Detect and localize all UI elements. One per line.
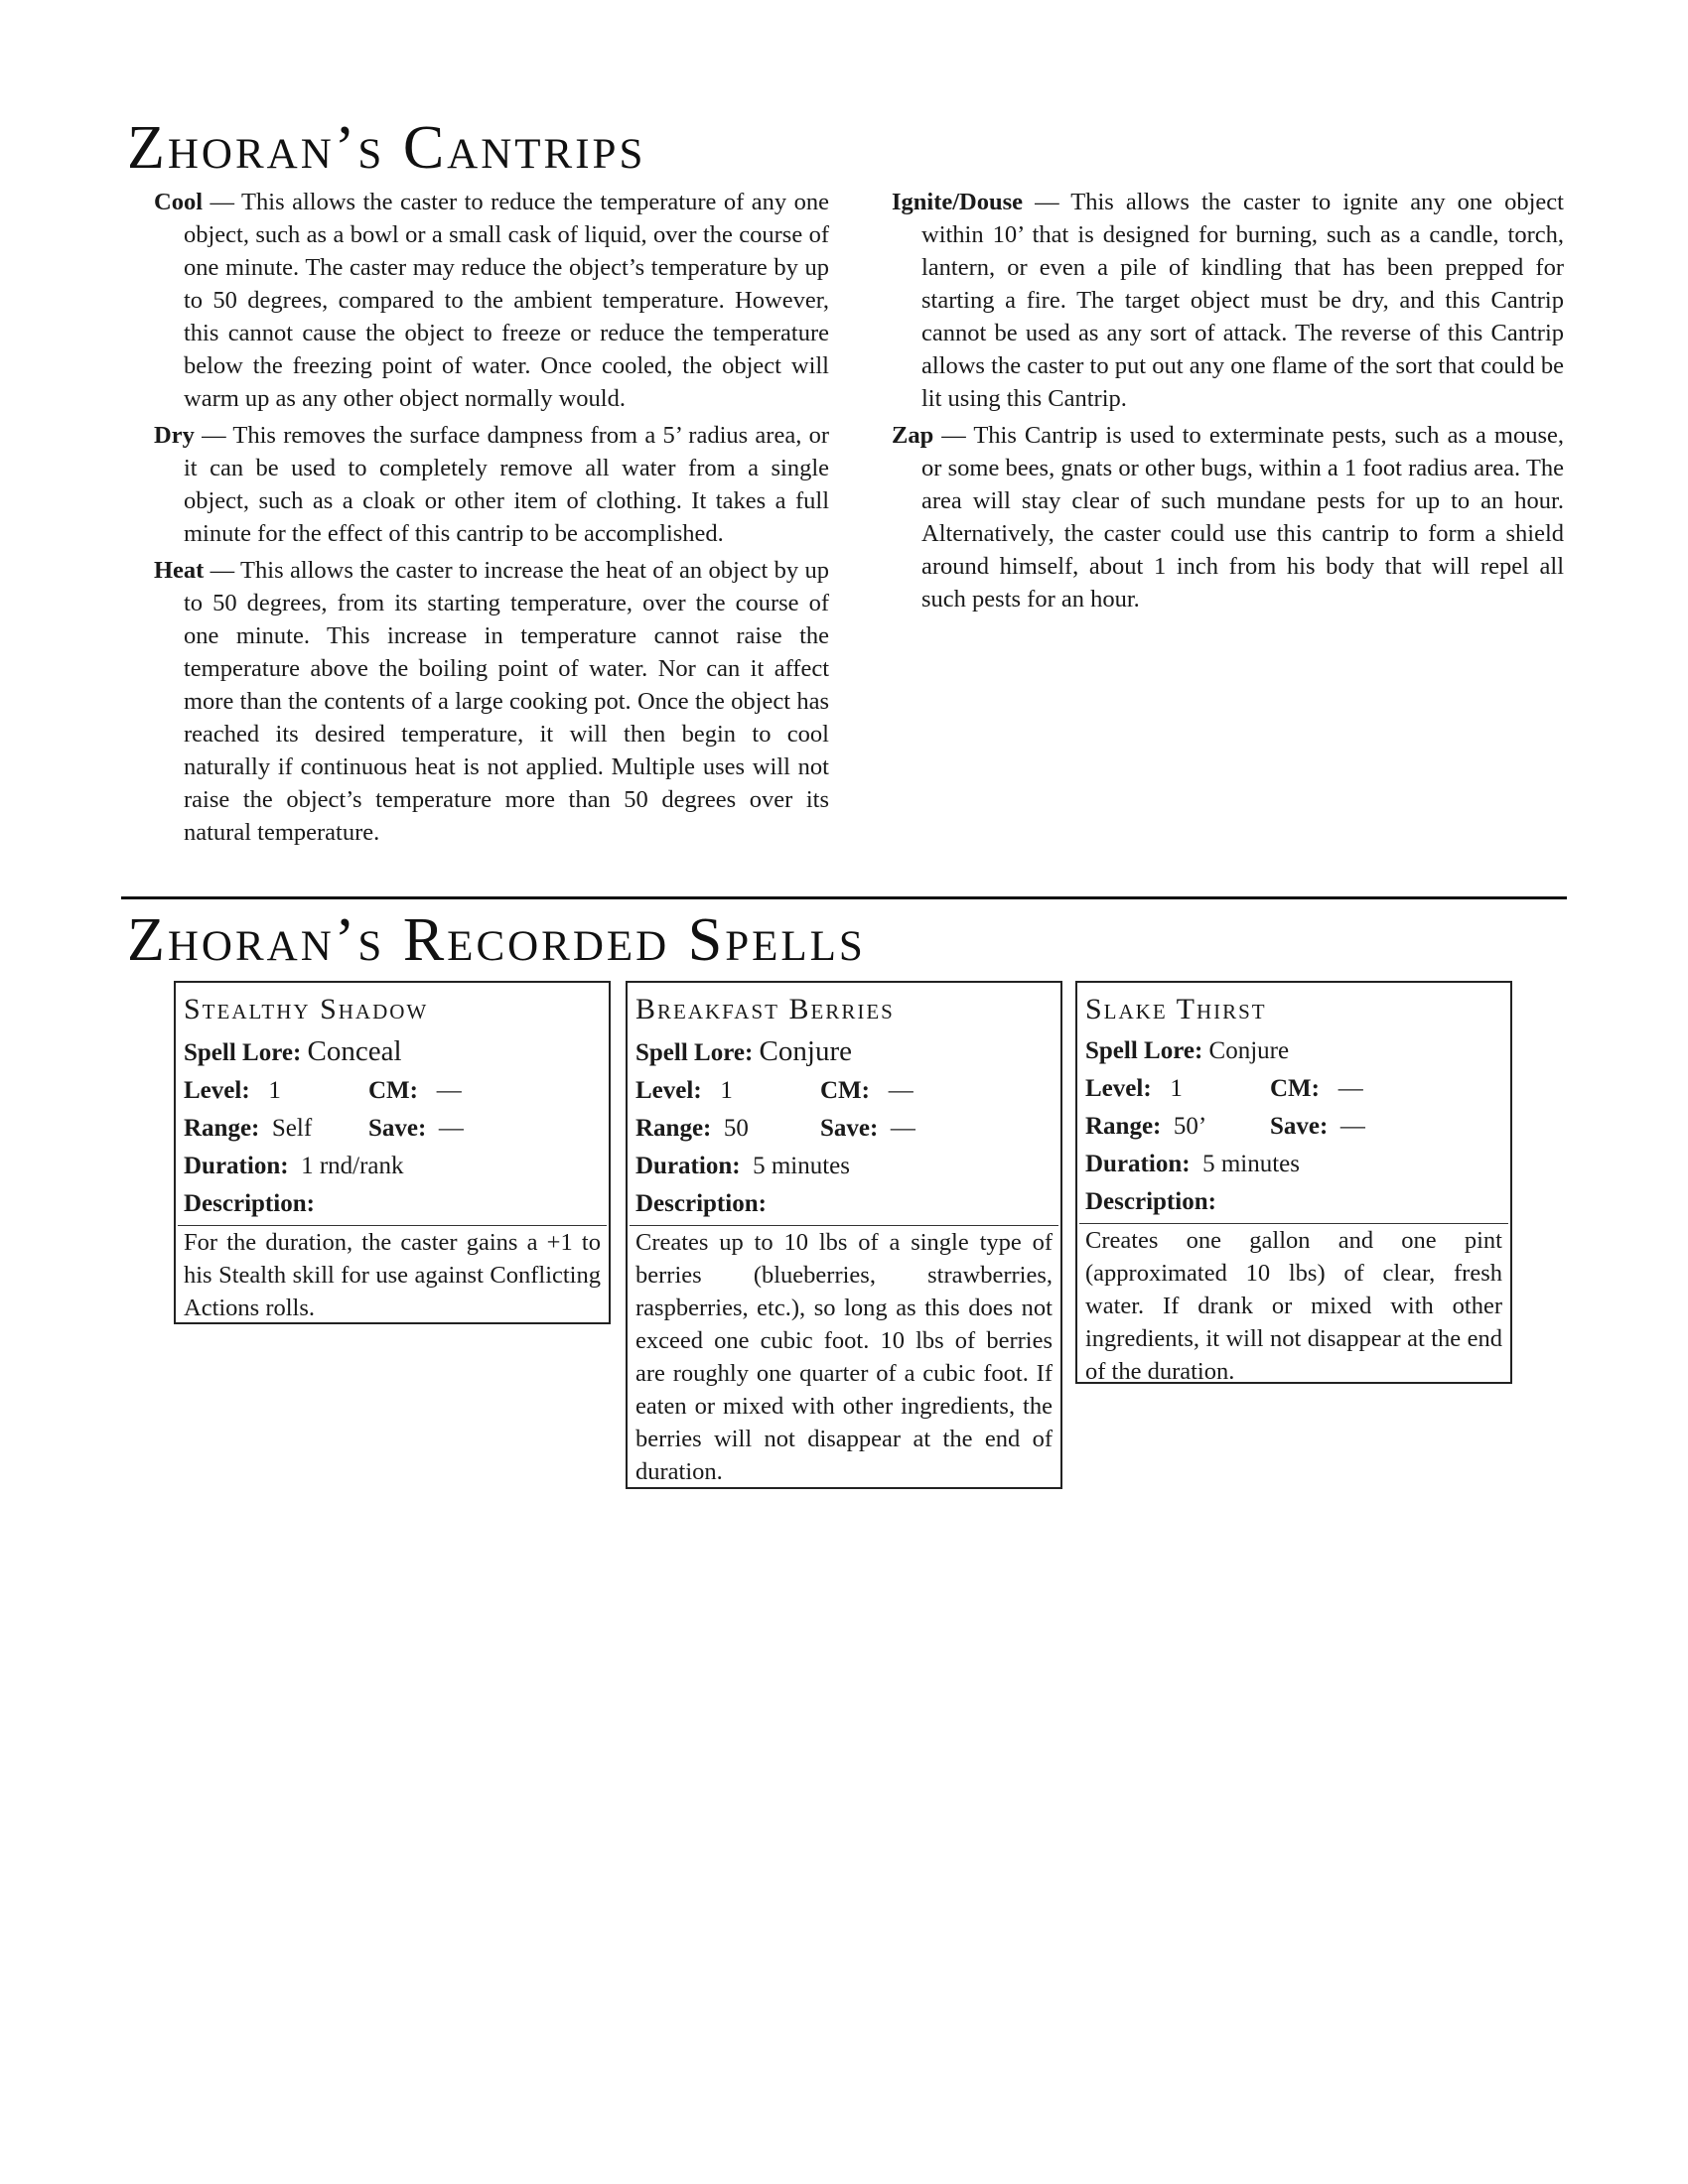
level-label: Level: xyxy=(1085,1075,1152,1102)
spell-lore-row xyxy=(635,1032,1053,1072)
range-label: Range: xyxy=(184,1115,260,1142)
spell-lore-label: Spell Lore: xyxy=(635,1039,754,1066)
duration-value: 1 rnd/rank xyxy=(301,1153,404,1179)
save-value: — xyxy=(438,1115,464,1142)
save-value: — xyxy=(890,1115,915,1142)
spell-description: Creates up to 10 lbs of a single type of berries (blueberries, strawberries, raspberries, etc.), so long as this does not exceed one cubic foot. 10 lbs of berries are roughly one quarter of a cubic foot. If eaten or mixed with other ingredients, the berries will not disappear at the end of duration. xyxy=(630,1225,1058,1488)
cm-value: — xyxy=(436,1077,462,1104)
spell-lore-row xyxy=(184,1032,601,1072)
cantrip-entry-zap xyxy=(892,419,1564,615)
range-save-row xyxy=(1085,1108,1502,1146)
spell-name: Breakfast Berries xyxy=(635,993,895,1025)
duration-value: 5 minutes xyxy=(1202,1151,1300,1177)
cantrip-text: — This allows the caster to ignite any one object within 10’ that is designed for burning, such as a candle, torch, lantern, or even a pile of kindling that has been prepped for starting a fire. The target object must be dry, and this Cantrip cannot be used as any sort of attack. The reverse of this Cantrip allows the caster to put out any one flame of the sort that could be lit using this Cantrip. xyxy=(921,189,1564,412)
cantrip-term: Heat xyxy=(154,557,205,584)
cm-label: CM: xyxy=(1270,1075,1320,1102)
range-label: Range: xyxy=(1085,1113,1162,1140)
spell-card-stealthy-shadow xyxy=(174,981,611,1324)
duration-value: 5 minutes xyxy=(753,1153,850,1179)
description-label: Description: xyxy=(635,1190,767,1217)
spell-name: Slake Thirst xyxy=(1085,993,1267,1025)
save-label: Save: xyxy=(820,1115,879,1142)
cm-value: — xyxy=(1337,1075,1363,1102)
cm-label: CM: xyxy=(368,1077,418,1104)
save-label: Save: xyxy=(1270,1113,1329,1140)
cantrip-entry-cool xyxy=(154,186,829,415)
cantrip-text: — This allows the caster to reduce the temperature of any one object, such as a bowl or a small cask of liquid, over the course of one minute. The caster may reduce the object’s temperature by up to 50 degrees, compared to the ambient temperature. However, this cannot cause the object to freeze or reduce the temperature below the freezing point of water. Once cooled, the object will warm up as any other object normally would. xyxy=(184,189,829,412)
spell-description: For the duration, the caster gains a +1 to his Stealth skill for use against Conflicting Actions rolls. xyxy=(178,1225,607,1324)
cantrip-term: Zap xyxy=(892,422,934,449)
level-label: Level: xyxy=(184,1077,250,1104)
cantrip-term: Ignite/Douse xyxy=(892,189,1024,215)
section-divider xyxy=(121,896,1567,899)
cantrip-entry-dry xyxy=(154,419,829,550)
level-cm-row xyxy=(184,1072,601,1110)
spell-lore-value: Conjure xyxy=(759,1035,852,1067)
spell-lore-value: Conjure xyxy=(1208,1037,1290,1064)
spell-card-breakfast-berries xyxy=(626,981,1062,1489)
level-value: 1 xyxy=(268,1077,281,1104)
cantrip-text: — This removes the surface dampness from a 5’ radius area, or it can be used to completely remove all water from a single object, such as a cloak or other item of clothing. It takes a full minute for the effect of this cantrip to be accomplished. xyxy=(184,422,829,547)
save-value: — xyxy=(1339,1113,1365,1140)
duration-label: Duration: xyxy=(1085,1151,1191,1177)
level-cm-row xyxy=(1085,1070,1502,1108)
cantrips-column-left xyxy=(154,186,829,853)
description-label: Description: xyxy=(1085,1188,1216,1215)
cantrip-entry-ignite-douse xyxy=(892,186,1564,415)
cantrips-heading: Zhoran’s Cantrips xyxy=(127,114,646,182)
duration-label: Duration: xyxy=(184,1153,289,1179)
spell-name: Stealthy Shadow xyxy=(184,993,429,1025)
spell-lore-label: Spell Lore: xyxy=(184,1039,302,1066)
range-value: 50 xyxy=(723,1115,749,1142)
cantrip-entry-heat xyxy=(154,554,829,849)
spell-lore-row xyxy=(1085,1032,1502,1070)
cm-value: — xyxy=(888,1077,914,1104)
level-value: 1 xyxy=(1170,1075,1183,1102)
spell-lore-label: Spell Lore: xyxy=(1085,1037,1203,1064)
duration-label: Duration: xyxy=(635,1153,741,1179)
duration-row xyxy=(1085,1146,1502,1183)
range-label: Range: xyxy=(635,1115,712,1142)
cantrip-term: Cool xyxy=(154,189,203,215)
duration-row xyxy=(184,1148,601,1185)
spells-heading: Zhoran’s Recorded Spells xyxy=(127,906,866,974)
cantrip-text: — This allows the caster to increase the heat of an object by up to 50 degrees, from its starting temperature, over the course of one minute. This increase in temperature cannot raise the temperature above the boiling point of water. Nor can it affect more than the contents of a large cooking pot. Once the object has reached its desired temperature, it will then begin to cool naturally if continuous heat is not applied. Multiple uses will not raise the object’s temperature more than 50 degrees over its natural temperature. xyxy=(184,557,829,846)
level-cm-row xyxy=(635,1072,1053,1110)
duration-row xyxy=(635,1148,1053,1185)
cantrip-term: Dry xyxy=(154,422,195,449)
range-value: Self xyxy=(271,1115,313,1142)
range-value: 50’ xyxy=(1173,1113,1207,1140)
cm-label: CM: xyxy=(820,1077,870,1104)
spell-description: Creates one gallon and one pint (approximated 10 lbs) of clear, fresh water. If drank or mixed with other ingredients, it will not disappear at the end of the duration. xyxy=(1079,1223,1508,1388)
cantrips-column-right xyxy=(892,186,1564,619)
description-label: Description: xyxy=(184,1190,315,1217)
cantrip-text: — This Cantrip is used to exterminate pests, such as a mouse, or some bees, gnats or other bugs, within a 1 foot radius area. The area will stay clear of such mundane pests for up to an hour. Alternatively, the caster could use this cantrip to form a shield around himself, about 1 inch from his body that will repel all such pests for an hour. xyxy=(921,422,1564,613)
level-value: 1 xyxy=(720,1077,733,1104)
range-save-row xyxy=(184,1110,601,1148)
save-label: Save: xyxy=(368,1115,427,1142)
level-label: Level: xyxy=(635,1077,702,1104)
spell-card-slake-thirst xyxy=(1075,981,1512,1384)
range-save-row xyxy=(635,1110,1053,1148)
spell-lore-value: Conceal xyxy=(307,1035,402,1067)
